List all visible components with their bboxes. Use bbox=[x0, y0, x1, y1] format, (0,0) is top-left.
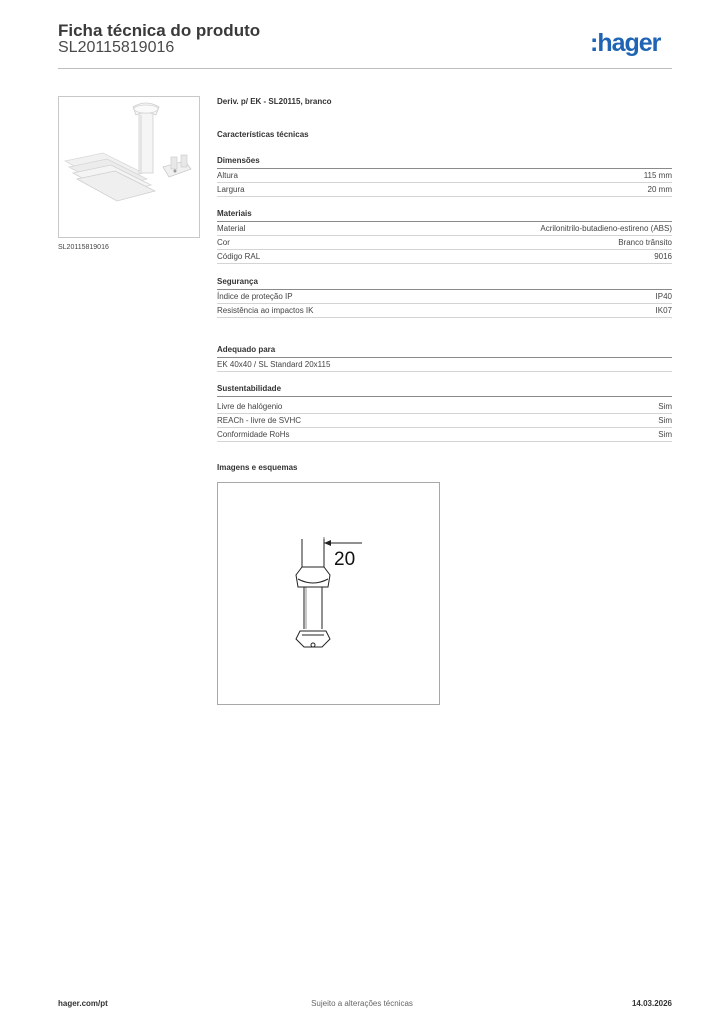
spec-row bbox=[217, 183, 672, 197]
spec-value: 20 mm bbox=[647, 185, 672, 194]
spec-row bbox=[217, 250, 672, 264]
spec-label: Código RAL bbox=[217, 252, 261, 261]
spec-value: Acrilonitrilo-butadieno-estireno (ABS) bbox=[540, 224, 672, 233]
photo-caption: SL20115819016 bbox=[58, 244, 109, 251]
spec-row bbox=[217, 414, 672, 428]
spec-label: Cor bbox=[217, 238, 230, 247]
spec-row bbox=[217, 304, 672, 318]
spec-row bbox=[217, 428, 672, 442]
page-title: Ficha técnica do produto bbox=[58, 21, 261, 40]
footer-date: 14.03.2026 bbox=[631, 999, 672, 1008]
product-name: Deriv. p/ EK - SL20115, branco bbox=[217, 97, 332, 106]
section-title-adequado: Adequado para bbox=[217, 345, 672, 358]
spec-label: Largura bbox=[217, 185, 245, 194]
section-title-materiais: Materiais bbox=[217, 209, 672, 222]
dimension-label: 20 bbox=[334, 549, 356, 570]
spec-label: REACh - livre de SVHC bbox=[217, 416, 302, 425]
spec-row bbox=[217, 290, 672, 304]
footer-website-link[interactable]: hager.com/pt bbox=[58, 999, 108, 1008]
section-title-sustentabilidade: Sustentabilidade bbox=[217, 384, 672, 397]
technical-label: Características técnicas bbox=[217, 130, 309, 139]
spec-value: IK07 bbox=[655, 306, 672, 315]
technical-drawing-svg bbox=[218, 483, 439, 704]
logo-text: :hager bbox=[590, 29, 661, 57]
spec-row bbox=[217, 222, 672, 236]
product-reference: SL20115819016 bbox=[58, 39, 175, 56]
spec-value: 9016 bbox=[654, 252, 672, 261]
spec-value: IP40 bbox=[655, 292, 672, 301]
spec-value: Branco trânsito bbox=[618, 238, 672, 247]
spec-label: Altura bbox=[217, 171, 238, 180]
spec-row bbox=[217, 400, 672, 414]
section-title-dimensoes: Dimensões bbox=[217, 156, 672, 169]
spec-value: Sim bbox=[658, 430, 672, 439]
spec-row bbox=[217, 169, 672, 183]
spec-value: 115 mm bbox=[643, 171, 672, 180]
spec-value: Sim bbox=[658, 416, 672, 425]
spec-value: Sim bbox=[658, 402, 672, 411]
header-divider bbox=[58, 68, 672, 69]
product-photo-illustration bbox=[59, 97, 201, 239]
spec-row bbox=[217, 236, 672, 250]
spec-label: Material bbox=[217, 224, 246, 233]
hager-logo bbox=[590, 28, 676, 58]
spec-label: Resistência ao impactos IK bbox=[217, 306, 314, 315]
images-label: Imagens e esquemas bbox=[217, 463, 298, 472]
footer-disclaimer: Sujeito a alterações técnicas bbox=[311, 999, 413, 1008]
section-title-seguranca: Segurança bbox=[217, 277, 672, 290]
spec-row bbox=[217, 358, 672, 372]
spec-label: EK 40x40 / SL Standard 20x115 bbox=[217, 360, 331, 369]
product-photo bbox=[58, 96, 200, 238]
spec-label: Livre de halógenio bbox=[217, 402, 283, 411]
technical-drawing bbox=[217, 482, 440, 705]
spec-label: Conformidade RoHs bbox=[217, 430, 290, 439]
spec-label: Índice de proteção IP bbox=[217, 292, 293, 301]
